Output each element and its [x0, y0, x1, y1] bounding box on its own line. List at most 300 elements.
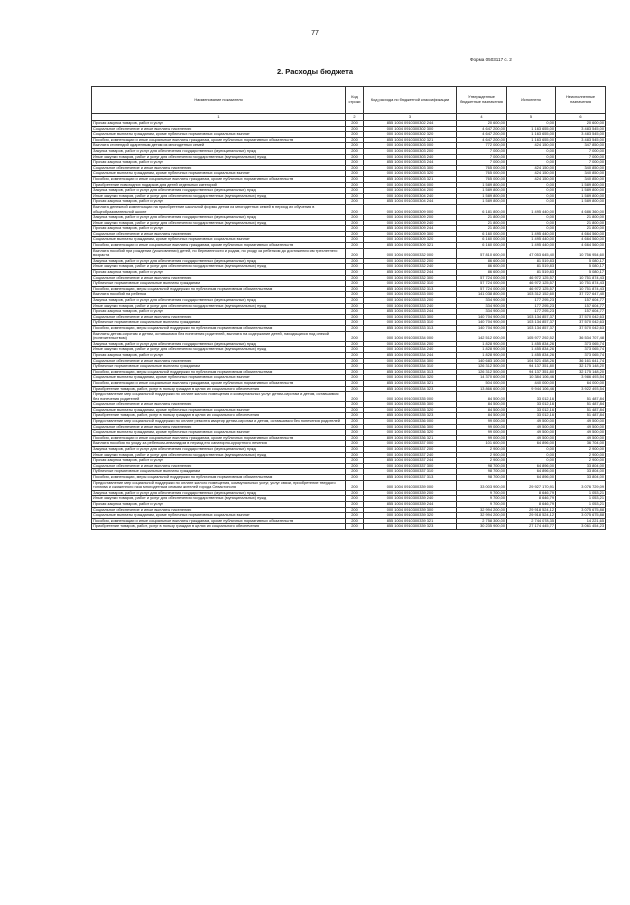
approved-cell: 86 600,00 [457, 264, 507, 270]
approved-cell: 1 589 800,00 [457, 199, 507, 205]
indicator-name-cell: Прочая закупка товаров, работ и услуг [92, 352, 346, 358]
unexecuted-cell: 32 175 148,20 [556, 369, 606, 375]
table-row [92, 248, 606, 258]
approved-cell: 86 600,00 [457, 258, 507, 264]
executed-cell: 105 977 292,52 [507, 331, 556, 341]
unexecuted-cell: 10 756 954,60 [556, 248, 606, 258]
expense-code-cell: 000 1004 0910300333 240 [364, 303, 457, 309]
indicator-name-cell: Социальное обеспечение и иные выплаты населению [92, 402, 346, 408]
unexecuted-cell: 3 922 493,54 [556, 386, 606, 392]
line-code-cell: 200 [346, 298, 364, 304]
expense-code-cell: 000 1004 0910300333 300 [364, 314, 457, 320]
approved-cell: 57 724 000,00 [457, 281, 507, 287]
expense-code-cell: 000 1004 0910300332 310 [364, 281, 457, 287]
table-row [92, 392, 606, 402]
line-code-cell: 200 [346, 314, 364, 320]
expense-code-cell: 855 1004 0910300332 244 [364, 270, 457, 276]
indicator-name-cell: Предоставление мер социальной поддержки по оплате ремонта квартир детям-сиротам и детям, оставшимся без попечения родителей [92, 419, 346, 425]
indicator-name-cell: Иные закупки товаров, работ и услуг для обеспечения государственных (муниципальных) нужд [92, 496, 346, 502]
approved-cell: 126 312 500,00 [457, 369, 507, 375]
indicator-name-cell: Социальные выплаты гражданам, кроме публичных нормативных социальных выплат [92, 237, 346, 243]
unexecuted-cell: 49 500,00 [556, 430, 606, 436]
executed-cell: 29 918 524,12 [507, 507, 556, 513]
form-label: Форма 0503117 с. 2 [470, 57, 512, 62]
expense-code-cell: 855 1004 0910300339 321 [364, 518, 457, 524]
indicator-name-cell: Иные закупки товаров, работ и услуг для обеспечения государственных (муниципальных) нужд [92, 264, 346, 270]
indicator-name-cell: Социальные выплаты гражданам, кроме публичных нормативных социальных выплат [92, 171, 346, 177]
indicator-name-cell: Предоставление мер социальной поддержки по оплате жилого помещения и коммунальных услуг детям-сиротам и детям, оставшимся без попечения родителей [92, 392, 346, 402]
executed-cell: 1 455 834,26 [507, 341, 556, 347]
unexecuted-cell: 1 053,21 [556, 501, 606, 507]
indicator-name-cell: Социальное обеспечение и иные выплаты населению [92, 463, 346, 469]
approved-cell: 334 900,00 [457, 298, 507, 304]
approved-cell: 20 600,00 [457, 121, 507, 127]
executed-cell: 49 500,00 [507, 430, 556, 436]
expense-code-cell: 855 1004 0910300309 244 [364, 226, 457, 232]
line-code-cell: 200 [346, 275, 364, 281]
unexecuted-cell: 347 850,00 [556, 143, 606, 149]
approved-cell: 32 994 200,00 [457, 513, 507, 519]
line-code-cell: 200 [346, 188, 364, 194]
indicator-name-cell: Публичные нормативные социальные выплаты гражданам [92, 281, 346, 287]
unexecuted-cell: 157 604,77 [556, 303, 606, 309]
indicator-name-cell: Пособия, компенсации и иные социальные выплаты гражданам, кроме публичных нормативных обязательств [92, 176, 346, 182]
approved-cell: 84 500,00 [457, 413, 507, 419]
line-code-cell: 200 [346, 413, 364, 419]
line-code-cell: 200 [346, 171, 364, 177]
unexecuted-cell: 10 751 874,43 [556, 275, 606, 281]
executed-cell: 424 150,00 [507, 165, 556, 171]
unexecuted-cell: 3 483 545,00 [556, 132, 606, 138]
indicator-name-cell: Прочая закупка товаров, работ и услуг [92, 160, 346, 166]
indicator-name-cell: Публичные нормативные социальные выплаты гражданам [92, 364, 346, 370]
expense-code-cell: 000 1004 0910300309 000 [364, 204, 457, 214]
indicator-name-cell: Предоставление мер социальной поддержки по оплате жилого помещения, коммунальных услуг, услуг связи, приобретение твердого топлива и сжиженного газа многодетным семьям жителей города Севастополя [92, 480, 346, 490]
line-code-cell: 200 [346, 441, 364, 447]
executed-cell: 0,00 [507, 121, 556, 127]
executed-cell: 1 163 655,00 [507, 126, 556, 132]
approved-cell: 772 000,00 [457, 143, 507, 149]
expense-code-cell: 855 1004 0910300303 321 [364, 176, 457, 182]
line-code-cell: 200 [346, 424, 364, 430]
indicator-name-cell: Социальные выплаты гражданам, кроме публичных нормативных социальных выплат [92, 132, 346, 138]
executed-cell: 1 495 440,00 [507, 237, 556, 243]
indicator-name-cell: Социальные выплаты гражданам, кроме публичных нормативных социальных выплат [92, 430, 346, 436]
indicator-name-cell: Прочая закупка товаров, работ и услуг [92, 226, 346, 232]
line-code-cell: 200 [346, 231, 364, 237]
indicator-name-cell: Социальное обеспечение и иные выплаты населению [92, 231, 346, 237]
expense-code-cell: 855 1004 0910300303 244 [364, 160, 457, 166]
approved-cell: 2 758 300,00 [457, 518, 507, 524]
executed-cell: 0,00 [507, 226, 556, 232]
line-code-cell: 200 [346, 220, 364, 226]
line-code-cell: 200 [346, 475, 364, 481]
expense-code-cell: 000 1004 0910300302 320 [364, 132, 457, 138]
approved-cell: 57 724 000,00 [457, 286, 507, 292]
line-code-cell: 200 [346, 524, 364, 530]
unexecuted-cell: 51 487,84 [556, 407, 606, 413]
executed-cell: 46 972 125,57 [507, 275, 556, 281]
line-code-cell: 200 [346, 286, 364, 292]
unexecuted-cell: 5 080,17 [556, 258, 606, 264]
approved-cell: 84 500,00 [457, 407, 507, 413]
expense-code-cell: 855 1004 0910300302 321 [364, 137, 457, 143]
indicator-name-cell: Прочая закупка товаров, работ и услуг [92, 501, 346, 507]
approved-cell: 334 900,00 [457, 303, 507, 309]
unexecuted-cell: 20 600,00 [556, 121, 606, 127]
line-code-cell: 200 [346, 148, 364, 154]
indicator-name-cell: Закупка товаров, работ и услуг для обеспечения государственных (муниципальных) нужд [92, 148, 346, 154]
indicator-name-cell: Пособия, компенсации, меры социальной поддержки по публичным нормативным обязательствам [92, 325, 346, 331]
header-expense-code: Код расхода по бюджетной классификации [364, 87, 457, 114]
indicator-name-cell: Прочая закупка товаров, работ и услуг [92, 121, 346, 127]
expense-code-cell: 000 1004 0910300336 000 [364, 419, 457, 425]
approved-cell: 4 647 200,00 [457, 132, 507, 138]
approved-cell: 504 000,00 [457, 380, 507, 386]
line-code-cell: 200 [346, 143, 364, 149]
indicator-name-cell: Иные закупки товаров, работ и услуг для обеспечения государственных (муниципальных) нужд [92, 452, 346, 458]
line-code-cell: 200 [346, 193, 364, 199]
unexecuted-cell: 49 500,00 [556, 424, 606, 430]
unexecuted-cell: 36 534 707,48 [556, 331, 606, 341]
executed-cell: 177 295,23 [507, 298, 556, 304]
unexecuted-cell: 7 000,00 [556, 154, 606, 160]
approved-cell: 21 800,00 [457, 220, 507, 226]
indicator-name-cell: Приобретение товаров, работ, услуг в пользу граждан в целях их социального обеспечения [92, 386, 346, 392]
executed-cell: 10 384 106,46 [507, 375, 556, 381]
line-code-cell: 200 [346, 132, 364, 138]
line-code-cell: 200 [346, 447, 364, 453]
approved-cell: 14 370 600,00 [457, 375, 507, 381]
indicator-name-cell: Пособия, компенсации и иные социальные выплаты гражданам, кроме публичных нормативных обязательств [92, 518, 346, 524]
table-row [92, 480, 606, 490]
expense-code-cell: 000 1004 0910300333 200 [364, 298, 457, 304]
unexecuted-cell: 37 570 042,63 [556, 320, 606, 326]
expense-code-cell: 000 1004 0910300303 320 [364, 171, 457, 177]
line-code-cell: 200 [346, 215, 364, 221]
executed-cell: 1 455 834,26 [507, 347, 556, 353]
approved-cell: 99 000,00 [457, 435, 507, 441]
unexecuted-cell: 340 850,00 [556, 176, 606, 182]
indicator-name-cell: Выплата стипендий одаренным детям из многодетных семей [92, 143, 346, 149]
expense-code-cell: 855 1004 0910300333 244 [364, 309, 457, 315]
column-number-row [92, 114, 606, 121]
unexecuted-cell: 7 000,00 [556, 148, 606, 154]
unexecuted-cell: 3 483 545,00 [556, 137, 606, 143]
line-code-cell: 200 [346, 165, 364, 171]
expense-code-cell: 000 1004 0910300337 310 [364, 469, 457, 475]
unexecuted-cell: 1 589 800,00 [556, 193, 606, 199]
approved-cell: 21 800,00 [457, 215, 507, 221]
approved-cell: 140 704 900,00 [457, 325, 507, 331]
expense-code-cell: 000 1004 0910300332 000 [364, 248, 457, 258]
expense-code-cell: 000 1004 0910300304 240 [364, 193, 457, 199]
line-code-cell: 200 [346, 292, 364, 298]
approved-cell: 99 000,00 [457, 430, 507, 436]
indicator-name-cell: Социальные выплаты гражданам, кроме публичных нормативных социальных выплат [92, 375, 346, 381]
unexecuted-cell: 36 161 641,74 [556, 358, 606, 364]
line-code-cell: 200 [346, 248, 364, 258]
approved-cell: 765 000,00 [457, 165, 507, 171]
indicator-name-cell: Закупка товаров, работ и услуг для обеспечения государственных (муниципальных) нужд [92, 490, 346, 496]
expense-code-cell: 000 1004 0910300337 240 [364, 452, 457, 458]
approved-cell: 6 160 000,00 [457, 243, 507, 249]
unexecuted-cell: 64 000,00 [556, 380, 606, 386]
line-code-cell: 200 [346, 430, 364, 436]
unexecuted-cell: 49 500,00 [556, 435, 606, 441]
indicator-name-cell: Приобретение товаров, работ, услуг в пользу граждан в целях их социального обеспечения [92, 413, 346, 419]
unexecuted-cell: 49 500,00 [556, 419, 606, 425]
expense-code-cell: 000 1004 0910300339 000 [364, 480, 457, 490]
executed-cell: 0,00 [507, 215, 556, 221]
table-row [92, 204, 606, 214]
executed-cell: 94 137 351,80 [507, 364, 556, 370]
expense-code-cell: 855 1004 0910300304 244 [364, 199, 457, 205]
executed-cell: 33 012,16 [507, 413, 556, 419]
approved-cell: 1 589 800,00 [457, 193, 507, 199]
unexecuted-cell: 4 664 560,00 [556, 243, 606, 249]
line-code-cell: 200 [346, 204, 364, 214]
approved-cell: 6 160 000,00 [457, 237, 507, 243]
indicator-name-cell: Социальное обеспечение и иные выплаты населению [92, 165, 346, 171]
executed-cell: 64 896,00 [507, 441, 556, 447]
column-number: 3 [364, 114, 457, 121]
line-code-cell: 200 [346, 264, 364, 270]
expense-code-cell: 000 1004 0910300339 320 [364, 513, 457, 519]
indicator-name-cell: Социальное обеспечение и иные выплаты населению [92, 507, 346, 513]
executed-cell: 0,00 [507, 447, 556, 453]
unexecuted-cell: 5 080,17 [556, 270, 606, 276]
unexecuted-cell: 21 800,00 [556, 215, 606, 221]
line-code-cell: 200 [346, 507, 364, 513]
unexecuted-cell: 340 850,00 [556, 171, 606, 177]
executed-cell: 94 137 351,80 [507, 369, 556, 375]
approved-cell: 6 181 800,00 [457, 204, 507, 214]
executed-cell: 177 295,23 [507, 303, 556, 309]
unexecuted-cell: 21 800,00 [556, 220, 606, 226]
unexecuted-cell: 32 175 148,20 [556, 364, 606, 370]
unexecuted-cell: 1 589 800,00 [556, 199, 606, 205]
line-code-cell: 200 [346, 309, 364, 315]
indicator-name-cell: Прочая закупка товаров, работ и услуг [92, 270, 346, 276]
unexecuted-cell: 4 664 560,00 [556, 237, 606, 243]
expense-code-cell: 000 1004 0910300334 240 [364, 347, 457, 353]
expense-code-cell: 855 1004 0910300334 244 [364, 352, 457, 358]
table-row [92, 524, 606, 530]
expense-code-cell: 000 1004 0910300339 300 [364, 507, 457, 513]
executed-cell: 29 927 170,91 [507, 480, 556, 490]
executed-cell: 2 744 078,35 [507, 518, 556, 524]
line-code-cell: 200 [346, 303, 364, 309]
unexecuted-cell: 5 080,17 [556, 264, 606, 270]
line-code-cell: 200 [346, 496, 364, 502]
indicator-name-cell: Пособия, компенсации и иные социальные выплаты гражданам, кроме публичных нормативных обязательств [92, 435, 346, 441]
approved-cell: 30 235 900,00 [457, 524, 507, 530]
indicator-name-cell: Иные закупки товаров, работ и услуг для обеспечения государственных (муниципальных) нужд [92, 303, 346, 309]
executed-cell: 0,00 [507, 199, 556, 205]
expense-code-cell: 855 1004 0910300302 244 [364, 121, 457, 127]
unexecuted-cell: 10 751 874,43 [556, 281, 606, 287]
approved-cell: 2 900,00 [457, 447, 507, 453]
line-code-cell: 200 [346, 469, 364, 475]
executed-cell: 8 646,79 [507, 490, 556, 496]
unexecuted-cell: 373 065,74 [556, 352, 606, 358]
executed-cell: 0,00 [507, 188, 556, 194]
line-code-cell: 200 [346, 270, 364, 276]
line-code-cell: 200 [346, 137, 364, 143]
executed-cell: 1 495 440,00 [507, 243, 556, 249]
executed-cell: 0,00 [507, 193, 556, 199]
unexecuted-cell: 1 053,21 [556, 496, 606, 502]
approved-cell: 6 160 000,00 [457, 231, 507, 237]
expense-code-cell: 000 1004 0910300309 200 [364, 215, 457, 221]
unexecuted-cell: 2 900,00 [556, 452, 606, 458]
indicator-name-cell: Иные закупки товаров, работ и услуг для обеспечения государственных (муниципальных) нужд [92, 220, 346, 226]
indicator-name-cell: Пособия, компенсации и иные социальные выплаты гражданам, кроме публичных нормативных обязательств [92, 380, 346, 386]
expense-code-cell: 000 1004 0910300333 000 [364, 292, 457, 298]
indicator-name-cell: Закупка товаров, работ и услуг для обеспечения государственных (муниципальных) нужд [92, 447, 346, 453]
approved-cell: 2 900,00 [457, 458, 507, 464]
executed-cell: 33 012,16 [507, 392, 556, 402]
indicator-name-cell: Закупка товаров, работ и услуг для обеспечения государственных (муниципальных) нужд [92, 298, 346, 304]
executed-cell: 49 500,00 [507, 424, 556, 430]
approved-cell: 141 038 800,00 [457, 292, 507, 298]
indicator-name-cell: Социальное обеспечение и иные выплаты населению [92, 358, 346, 364]
unexecuted-cell: 51 487,84 [556, 392, 606, 402]
unexecuted-cell: 33 804,00 [556, 475, 606, 481]
unexecuted-cell: 2 900,00 [556, 447, 606, 453]
unexecuted-cell: 33 804,00 [556, 469, 606, 475]
expense-code-cell: 000 1004 0910300334 000 [364, 331, 457, 341]
indicator-name-cell: Прочая закупка товаров, работ и услуг [92, 458, 346, 464]
approved-cell: 126 312 500,00 [457, 364, 507, 370]
line-code-cell: 200 [346, 392, 364, 402]
unexecuted-cell: 7 000,00 [556, 160, 606, 166]
approved-cell: 98 700,00 [457, 475, 507, 481]
line-code-cell: 200 [346, 320, 364, 326]
approved-cell: 1 589 800,00 [457, 188, 507, 194]
unexecuted-cell: 3 061 454,23 [556, 524, 606, 530]
line-code-cell: 200 [346, 352, 364, 358]
line-code-cell: 200 [346, 258, 364, 264]
executed-cell: 46 972 125,57 [507, 281, 556, 287]
expense-code-cell: 855 1004 0910300332 313 [364, 286, 457, 292]
expense-code-cell: 855 1004 0910300335 323 [364, 413, 457, 419]
line-code-cell: 200 [346, 226, 364, 232]
expense-code-cell: 000 1004 0910300309 300 [364, 231, 457, 237]
executed-cell: 1 495 440,00 [507, 204, 556, 214]
column-number: 4 [457, 114, 507, 121]
executed-cell: 103 134 857,37 [507, 325, 556, 331]
approved-cell: 21 800,00 [457, 226, 507, 232]
executed-cell: 424 150,00 [507, 143, 556, 149]
table-body [92, 121, 606, 530]
expense-code-cell: 000 1004 0910300337 200 [364, 447, 457, 453]
column-number: 6 [556, 114, 606, 121]
approved-cell: 57 810 600,00 [457, 248, 507, 258]
indicator-name-cell: Закупка товаров, работ и услуг для обеспечения государственных (муниципальных) нужд [92, 258, 346, 264]
expense-code-cell: 000 1004 0910300303 300 [364, 165, 457, 171]
header-approved: Утвержденные бюджетные назначения [457, 87, 507, 114]
approved-cell: 1 589 800,00 [457, 182, 507, 188]
indicator-name-cell: Пособия, компенсации, меры социальной поддержки по публичным нормативным обязательствам [92, 286, 346, 292]
approved-cell: 57 724 000,00 [457, 275, 507, 281]
line-code-cell: 200 [346, 126, 364, 132]
line-code-cell: 200 [346, 237, 364, 243]
unexecuted-cell: 4 664 560,00 [556, 231, 606, 237]
expense-code-cell: 000 1004 0910300336 300 [364, 424, 457, 430]
line-code-cell: 200 [346, 407, 364, 413]
unexecuted-cell: 10 751 874,43 [556, 286, 606, 292]
approved-cell: 86 600,00 [457, 270, 507, 276]
indicator-name-cell: Пособия, компенсации и иные социальные выплаты гражданам, кроме публичных нормативных обязательств [92, 137, 346, 143]
executed-cell: 0,00 [507, 160, 556, 166]
line-code-cell: 200 [346, 331, 364, 341]
indicator-name-cell: Социальные выплаты гражданам, кроме публичных нормативных социальных выплат [92, 407, 346, 413]
approved-cell: 98 700,00 [457, 469, 507, 475]
indicator-name-cell: Социальное обеспечение и иные выплаты населению [92, 314, 346, 320]
approved-cell: 84 500,00 [457, 402, 507, 408]
indicator-name-cell: Закупка товаров, работ и услуг для обеспечения государственных (муниципальных) нужд [92, 188, 346, 194]
expense-code-cell: 000 1004 0910300309 240 [364, 220, 457, 226]
unexecuted-cell: 157 604,77 [556, 298, 606, 304]
executed-cell: 29 918 524,12 [507, 513, 556, 519]
budget-expenses-table [91, 86, 606, 530]
approved-cell: 7 000,00 [457, 160, 507, 166]
expense-code-cell: 855 1004 0910300333 313 [364, 325, 457, 331]
approved-cell: 142 512 000,00 [457, 331, 507, 341]
executed-cell: 9 944 106,46 [507, 386, 556, 392]
expense-code-cell: 000 1004 0910300337 000 [364, 441, 457, 447]
executed-cell: 104 521 458,26 [507, 358, 556, 364]
executed-cell: 46 972 125,57 [507, 286, 556, 292]
expense-code-cell: 855 1004 0910300337 313 [364, 475, 457, 481]
approved-cell: 765 000,00 [457, 176, 507, 182]
approved-cell: 1 828 900,00 [457, 341, 507, 347]
approved-cell: 4 647 200,00 [457, 137, 507, 143]
table-row [92, 331, 606, 341]
unexecuted-cell: 3 075 675,88 [556, 507, 606, 513]
line-code-cell: 200 [346, 518, 364, 524]
approved-cell: 1 828 900,00 [457, 352, 507, 358]
indicator-name-cell: Прочая закупка товаров, работ и услуг [92, 309, 346, 315]
line-code-cell: 200 [346, 386, 364, 392]
approved-cell: 334 900,00 [457, 309, 507, 315]
header-indicator-name: Наименование показателя [92, 87, 346, 114]
executed-cell: 64 896,00 [507, 469, 556, 475]
expense-code-cell: 000 1004 0910300334 320 [364, 375, 457, 381]
executed-cell: 103 134 857,37 [507, 320, 556, 326]
executed-cell: 81 519,83 [507, 258, 556, 264]
executed-cell: 8 646,79 [507, 496, 556, 502]
indicator-name-cell: Иные закупки товаров, работ и услуг для обеспечения государственных (муниципальных) нужд [92, 193, 346, 199]
column-number: 2 [346, 114, 364, 121]
executed-cell: 0,00 [507, 154, 556, 160]
approved-cell: 99 000,00 [457, 424, 507, 430]
column-number: 5 [507, 114, 556, 121]
column-number: 1 [92, 114, 346, 121]
approved-cell: 98 700,00 [457, 463, 507, 469]
expense-code-cell: 000 1004 0910300334 200 [364, 341, 457, 347]
unexecuted-cell: 3 986 493,54 [556, 375, 606, 381]
expense-code-cell: 855 1004 0910300334 323 [364, 386, 457, 392]
page-number: 77 [311, 30, 319, 37]
executed-cell: 177 295,23 [507, 309, 556, 315]
line-code-cell: 200 [346, 435, 364, 441]
indicator-name-cell: Пособия, компенсации, меры социальной поддержки по публичным нормативным обязательствам [92, 369, 346, 375]
executed-cell: 0,00 [507, 220, 556, 226]
expense-code-cell: 000 1004 0910300335 320 [364, 407, 457, 413]
